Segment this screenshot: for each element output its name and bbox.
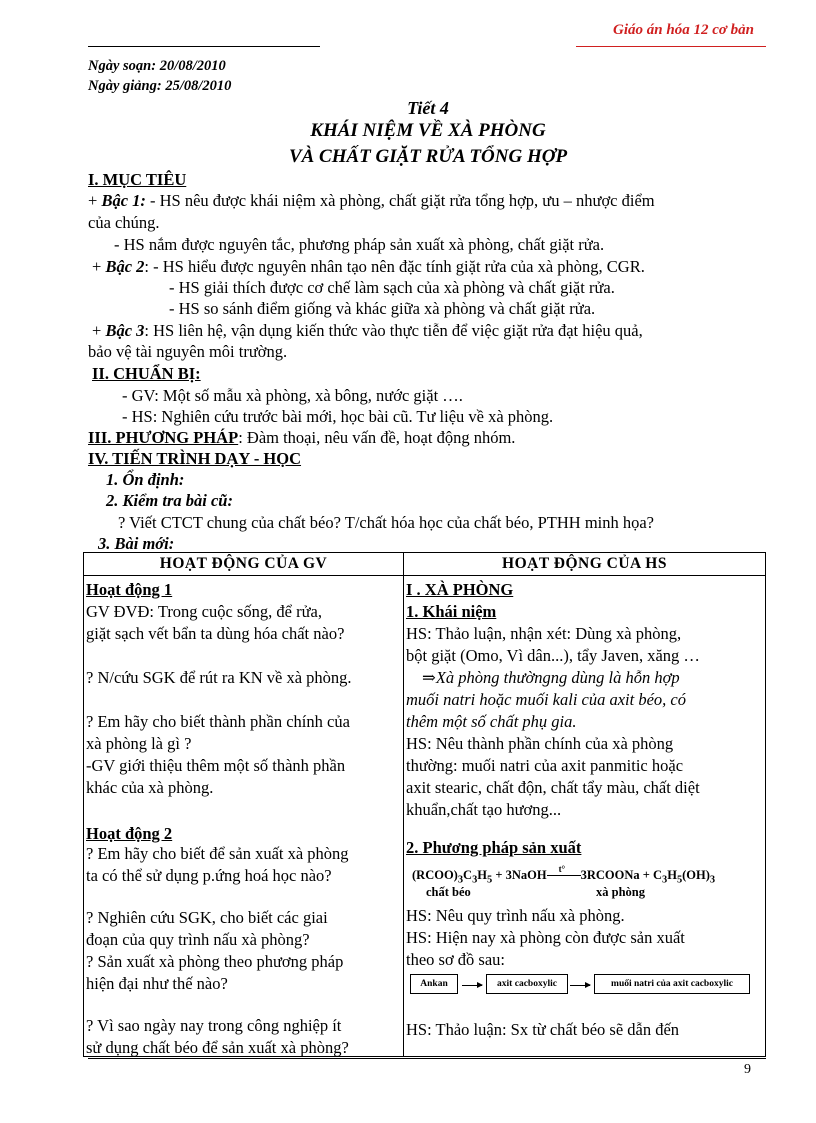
preparation-gv: - GV: Một số mẫu xà phòng, xà bông, nước giặt …. — [122, 386, 463, 405]
bac3-label: Bậc 3 — [105, 321, 145, 340]
col-hs-header: HOẠT ĐỘNG CỦA HS — [404, 553, 766, 576]
gv-line: ? Em hãy cho biết để sản xuất xà phòng — [86, 844, 349, 863]
hs-line: theo sơ đồ sau: — [406, 950, 506, 969]
saponification-equation: $(RCOO)_3C_3H_5$ + 3NaOH t° 3RCOONa + $C_3H_5(OH)_3$ — [412, 864, 716, 886]
objectives-heading: I. MỤC TIÊU — [88, 170, 187, 189]
gv-line: ta có thể sử dụng p.ứng hoá học nào? — [86, 866, 332, 885]
date-prepared: Ngày soạn: 20/08/2010 — [88, 58, 226, 74]
hs-line: khuẩn,chất tạo hương... — [406, 800, 562, 819]
process-question: ? Viết CTCT chung của chất béo? T/chất hóa học của chất béo, PTHH minh họa? — [118, 513, 655, 532]
gv-activity2-title: Hoạt động 2 — [86, 824, 173, 843]
bac1-label: Bậc 1: — [101, 191, 151, 210]
gv-line: xà phòng là gì ? — [86, 734, 192, 753]
header-rule-right — [576, 46, 766, 47]
hs-line: HS: Hiện nay xà phòng còn được sản xuất — [406, 928, 685, 947]
lesson-title-line2: VÀ CHẤT GIẶT RỬA TỔNG HỢP — [288, 146, 568, 167]
heat-condition: t° — [558, 864, 566, 874]
flow-arrow — [462, 985, 482, 986]
equation-label-fat: chất béo — [426, 885, 471, 899]
bac2-line3: - HS so sánh điểm giống và khác giữa xà phòng và chất giặt rửa. — [169, 299, 596, 318]
gv-line: ? N/cứu SGK để rút ra KN về xà phòng. — [86, 668, 352, 687]
flow-box-carboxylic-acid: axit cacboxylic — [486, 974, 568, 994]
gv-activity1-title: Hoạt động 1 — [86, 580, 173, 599]
gv-line: sử dụng chất béo để sản xuất xà phòng? — [86, 1038, 349, 1057]
gv-line: khác của xà phòng. — [86, 778, 214, 797]
hs-line: HS: Thảo luận: Sx từ chất béo sẽ dẫn đến — [406, 1020, 680, 1039]
method-heading: III. PHƯƠNG PHÁP — [88, 428, 239, 447]
bac1-line2: của chúng. — [88, 213, 160, 232]
date-taught: Ngày giảng: 25/08/2010 — [88, 78, 232, 94]
hs-section-title: I . XÀ PHÒNG — [406, 580, 514, 599]
process-step1: 1. Ổn định: — [106, 470, 185, 489]
implies-icon: ⇒ — [422, 668, 436, 687]
gv-line: ? Vì sao ngày nay trong công nghiệp ít — [86, 1016, 342, 1035]
gv-line: GV ĐVĐ: Trong cuộc sống, để rửa, — [86, 602, 322, 621]
process-step2: 2. Kiểm tra bài cũ: — [106, 491, 233, 510]
bac3-line2: bảo vệ tài nguyên môi trường. — [88, 342, 288, 361]
hs-line: thường: muối natri của axit panmitic hoặc — [406, 756, 684, 775]
bac3-line1: + Bậc 3: HS liên hệ, vận dụng kiến thức vào thực tiễn để việc giặt rửa đạt hiệu quả, — [92, 321, 643, 340]
preparation-hs: - HS: Nghiên cứu trước bài mới, học bài cũ. Tư liệu về xà phòng. — [122, 407, 554, 426]
gv-line: hiện đại như thế nào? — [86, 974, 228, 993]
hs-line: axit stearic, chất độn, chất tẩy màu, chất diệt — [406, 778, 700, 797]
process-heading: IV. TIẾN TRÌNH DẠY - HỌC — [88, 449, 302, 468]
footer-rule — [88, 1058, 766, 1059]
gv-line: ? Sản xuất xà phòng theo phương pháp — [86, 952, 344, 971]
reaction-arrow — [547, 875, 581, 876]
hs-definition-line3: thêm một số chất phụ gia. — [406, 712, 577, 731]
bac2-line2: - HS giải thích được cơ chế làm sạch của xà phòng và chất giặt rửa. — [169, 278, 615, 297]
process-step3: 3. Bài mới: — [98, 534, 175, 553]
hs-line: HS: Thảo luận, nhận xét: Dùng xà phòng, — [406, 624, 682, 643]
lesson-number: Tiết 4 — [407, 98, 449, 118]
col-gv-header: HOẠT ĐỘNG CỦA GV — [84, 553, 404, 576]
gv-line: -GV giới thiệu thêm một số thành phần — [86, 756, 346, 775]
activity-table — [83, 552, 766, 1057]
hs-cell — [404, 576, 765, 1056]
hs-line: bột giặt (Omo, Vì dân...), tẩy Javen, xăng … — [406, 646, 700, 665]
lesson-title-line1: KHÁI NIỆM VỀ XÀ PHÒNG — [310, 120, 546, 141]
preparation-heading: II. CHUẨN BỊ: — [92, 364, 201, 383]
method-line: III. PHƯƠNG PHÁP: Đàm thoại, nêu vấn đề, hoạt động nhóm. — [88, 428, 516, 447]
hs-subsection2-title: 2. Phương pháp sản xuất — [406, 838, 582, 857]
hs-line: HS: Nêu quy trình nấu xà phòng. — [406, 906, 625, 925]
hs-definition-line1: ⇒Xà phòng thườngng dùng là hỗn hợp — [422, 668, 680, 687]
hs-definition-line2: muối natri hoặc muối kali của axit béo, có — [406, 690, 686, 709]
gv-cell — [84, 576, 403, 1056]
flow-arrow — [570, 985, 590, 986]
flow-box-sodium-salt: muối natri của axit cacboxylic — [594, 974, 750, 994]
bac2-line1: + Bậc 2: - HS hiểu được nguyên nhân tạo nên đặc tính giặt rửa của xà phòng, CGR. — [92, 257, 645, 276]
bac1-line3: - HS nắm được nguyên tắc, phương pháp sản xuất xà phòng, chất giặt rửa. — [114, 235, 605, 254]
hs-line: HS: Nêu thành phần chính của xà phòng — [406, 734, 674, 753]
equation-label-soap: xà phòng — [596, 885, 645, 899]
header-rule-left — [88, 46, 320, 47]
flow-box-alkane: Ankan — [410, 974, 458, 994]
gv-line: đoạn của quy trình nấu xà phòng? — [86, 930, 310, 949]
header-title: Giáo án hóa 12 cơ bản — [613, 22, 754, 38]
gv-line: ? Nghiên cứu SGK, cho biết các giai — [86, 908, 328, 927]
gv-line: giặt sạch vết bẩn ta dùng hóa chất nào? — [86, 624, 345, 643]
page-number: 9 — [744, 1062, 751, 1077]
bac1-line1: + Bậc 1: - HS nêu được khái niệm xà phòng, chất giặt rửa tổng hợp, ưu – nhược điểm — [88, 191, 655, 210]
bac2-label: Bậc 2 — [105, 257, 145, 276]
hs-subsection1-title: 1. Khái niệm — [406, 602, 497, 621]
gv-line: ? Em hãy cho biết thành phần chính của — [86, 712, 350, 731]
